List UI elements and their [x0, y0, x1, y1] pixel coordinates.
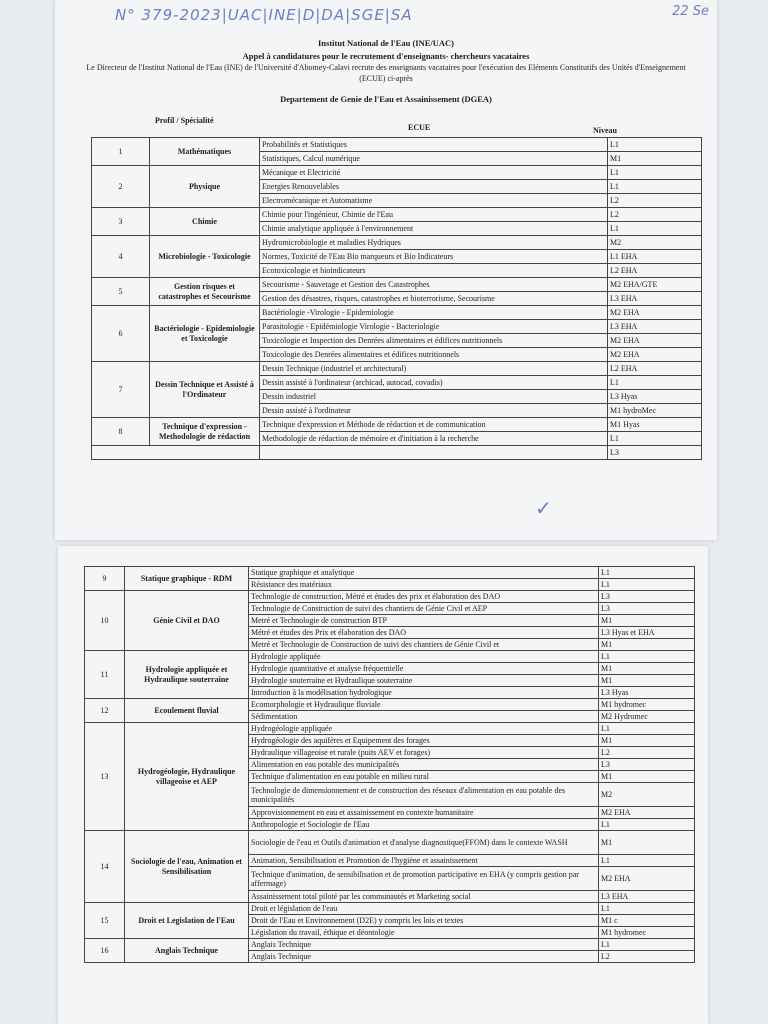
ecue-cell: Technologie de dimensionnement et de construction des réseaux d'alimentation en eau potable des municipalités	[249, 783, 599, 807]
profile-cell: Hydrogéologie, Hydraulique villageoise et AEP	[125, 723, 249, 831]
row-number: 13	[85, 723, 125, 831]
table-row	[92, 166, 702, 180]
ecue-cell: Toxicologie et Inspection des Denrées alimentaires et édifices nutritionnels	[260, 334, 608, 348]
level-cell: L1	[599, 651, 695, 663]
profile-cell: Droit et Legislation de l'Eau	[125, 903, 249, 939]
level-cell: L3 EHA	[599, 891, 695, 903]
handwritten-date-note: 22 Se	[672, 4, 709, 19]
level-cell: M1	[599, 735, 695, 747]
profile-cell: Mathématiques	[150, 138, 260, 166]
row-number: 4	[92, 236, 150, 278]
ecue-cell: Energies Renouvelables	[260, 180, 608, 194]
ecue-cell: Dessin assisté à l'ordinateur (archicad, autocad, covadis)	[260, 376, 608, 390]
ecue-cell: Dessin assisté à l'ordinateur	[260, 404, 608, 418]
document-page-2	[58, 546, 708, 1024]
table-row	[85, 939, 695, 951]
ecue-cell: Assainissement total piloté par les communautés et Marketing social	[249, 891, 599, 903]
level-cell: L1	[599, 939, 695, 951]
row-number: 1	[92, 138, 150, 166]
institute-name: Institut National de l'Eau (INE/UAC)	[317, 38, 455, 48]
ecue-cell: Résistance des matériaux	[249, 579, 599, 591]
row-number: 5	[92, 278, 150, 306]
level-cell: L1	[608, 138, 702, 152]
level-cell: L1	[599, 819, 695, 831]
profile-cell: Gestion risques et catastrophes et Secourisme	[150, 278, 260, 306]
ecue-cell: Statique graphique et analytique	[249, 567, 599, 579]
intro-paragraph: Le Directeur de l'Institut National de l'Eau (INE) de l'Université d'Abomey-Calavi recrute des enseignants vacataires pour l'exécution des Eléments Constitutifs des Unités d'Enseignement (ECUE) ci-après	[86, 63, 686, 83]
row-number: 11	[85, 651, 125, 699]
table-row	[92, 208, 702, 222]
ecue-cell: Statistiques, Calcul numérique	[260, 152, 608, 166]
level-cell: L1	[599, 579, 695, 591]
department-title: Departement de Genie de l'Eau et Assainissement (DGEA)	[280, 94, 492, 104]
ecue-cell: Technique d'animation, de sensibilisation et de promotion participative en EHA (y compris gestion par affermage)	[249, 867, 599, 891]
ecue-cell: Chimie pour l'ingénieur, Chimie de l'Eau	[260, 208, 608, 222]
profile-cell: Bactériologie - Epidemiologie et Toxicologie	[150, 306, 260, 362]
profile-cell: Statique graphique - RDM	[125, 567, 249, 591]
ecue-cell: Animation, Sensibilisation et Promotion de l'hygiène et assainissement	[249, 855, 599, 867]
level-cell: L3 Hyas	[608, 390, 702, 404]
level-cell: M2 EHA	[599, 867, 695, 891]
level-cell: L1	[608, 222, 702, 236]
ecue-cell: Hydrologie appliquée	[249, 651, 599, 663]
profile-cell: Hydrologie appliquée et Hydraulique souterraine	[125, 651, 249, 699]
empty-cell	[92, 446, 260, 460]
ecue-cell: Ecomorphologie et Hydraulique fluviale	[249, 699, 599, 711]
level-cell: M2 EHA	[608, 334, 702, 348]
level-cell: M1	[599, 771, 695, 783]
table-row	[85, 831, 695, 855]
row-number: 16	[85, 939, 125, 963]
level-cell: L1	[599, 567, 695, 579]
row-number: 7	[92, 362, 150, 418]
level-cell: L1	[599, 903, 695, 915]
table-row	[85, 723, 695, 735]
table-row	[85, 591, 695, 603]
ecue-cell: Dessin Technique (industriel et architectural)	[260, 362, 608, 376]
ecue-cell: Technique d'expression et Méthode de rédaction et de communication	[260, 418, 608, 432]
ecue-cell: Droit et législation de l'eau	[249, 903, 599, 915]
table-row	[85, 903, 695, 915]
level-cell: L3	[599, 591, 695, 603]
ecue-cell: Toxicologie des Denrées alimentaires et édifices nutritionnels	[260, 348, 608, 362]
level-cell: L2	[599, 951, 695, 963]
row-number: 9	[85, 567, 125, 591]
row-number: 8	[92, 418, 150, 446]
table-row	[92, 278, 702, 292]
level-cell: M2 EHA/GTE	[608, 278, 702, 292]
profile-cell: Technique d'expression - Methodologie de rédaction	[150, 418, 260, 446]
ecue-cell: Introduction à la modélisation hydrologique	[249, 687, 599, 699]
level-cell: L3 EHA	[608, 320, 702, 334]
table-row	[85, 651, 695, 663]
level-cell: L1	[608, 432, 702, 446]
ecue-cell: Technique d'alimentation en eau potable en milieu rural	[249, 771, 599, 783]
ecue-cell: Hydrogéologie appliquée	[249, 723, 599, 735]
level-cell: L1	[599, 723, 695, 735]
column-header-level: Niveau	[593, 126, 617, 135]
handwritten-reference: N° 379-2023|UAC|INE|D|DA|SGE|SA	[115, 6, 413, 24]
ecue-cell: Chimie analytique appliquée à l'environnement	[260, 222, 608, 236]
ecue-cell: Législation du travail, éthique et déontologie	[249, 927, 599, 939]
row-number: 2	[92, 166, 150, 208]
level-cell: L3	[599, 759, 695, 771]
row-number: 10	[85, 591, 125, 651]
row-number: 6	[92, 306, 150, 362]
level-cell: L1	[608, 166, 702, 180]
ecue-cell: Electromécanique et Automatisme	[260, 194, 608, 208]
profile-cell: Ecoulement fluvial	[125, 699, 249, 723]
profile-cell: Dessin Technique et Assisté à l'Ordinateur	[150, 362, 260, 418]
ecue-cell: Droit de l'Eau et Environnement (D2E) y compris les lois et textes	[249, 915, 599, 927]
row-number: 12	[85, 699, 125, 723]
table-row	[92, 138, 702, 152]
ecue-table-page-2	[84, 566, 695, 963]
ecue-cell: Metré et Technologie de construction BTP	[249, 615, 599, 627]
table-row	[92, 418, 702, 432]
column-header-profile: Profil / Spécialité	[155, 116, 214, 125]
level-cell: L2	[599, 747, 695, 759]
level-cell: L2	[608, 194, 702, 208]
level-cell: M1 Hyas	[608, 418, 702, 432]
ecue-cell: Technologie de construction, Métré et études des prix et élaboration des DAO	[249, 591, 599, 603]
level-cell: L1 EHA	[608, 250, 702, 264]
level-cell: M2	[599, 783, 695, 807]
table-row	[92, 236, 702, 250]
level-cell: M1	[599, 675, 695, 687]
ecue-cell: Hydrogéologie des aquifères et Equipement des forages	[249, 735, 599, 747]
level-cell: M1 hydromec	[599, 699, 695, 711]
level-cell: L3 Hyas	[599, 687, 695, 699]
ecue-cell: Mécanique et Electricité	[260, 166, 608, 180]
ecue-cell: Secourisme - Sauvetage et Gestion des Catastrophes	[260, 278, 608, 292]
document-page-1	[55, 0, 717, 540]
ecue-cell: Technologie de Construction de suivi des chantiers de Génie Civil et AEP	[249, 603, 599, 615]
level-cell: L2 EHA	[608, 362, 702, 376]
level-cell: M1	[599, 831, 695, 855]
signature-mark: ✓	[535, 496, 552, 520]
profile-cell: Sociologie de l'eau, Animation et Sensibilisation	[125, 831, 249, 903]
level-cell: L3 EHA	[608, 292, 702, 306]
ecue-cell	[260, 446, 608, 460]
level-cell: L2 EHA	[608, 264, 702, 278]
level-cell: L1	[608, 376, 702, 390]
ecue-cell: Alimentation en eau potable des municipalités	[249, 759, 599, 771]
table-row	[92, 306, 702, 320]
level-cell: L3 Hyas et EHA	[599, 627, 695, 639]
profile-cell: Microbiologie - Toxicologie	[150, 236, 260, 278]
level-cell: M1	[608, 152, 702, 166]
ecue-cell: Sociologie de l'eau et Outils d'animation et d'analyse diagnostique(FFOM) dans le contexte WASH	[249, 831, 599, 855]
level-cell: M1 hydroMec	[608, 404, 702, 418]
row-number: 15	[85, 903, 125, 939]
table-row	[92, 362, 702, 376]
table-row	[85, 699, 695, 711]
level-cell: L1	[608, 180, 702, 194]
ecue-cell: Hydrologie quantitative et analyse fréquentielle	[249, 663, 599, 675]
profile-cell: Chimie	[150, 208, 260, 236]
level-cell: L1	[599, 855, 695, 867]
ecue-cell: Sédimentation	[249, 711, 599, 723]
ecue-cell: Metré et Technologie de Construction de suivi des chantiers de Génie Civil et	[249, 639, 599, 651]
profile-cell: Génie Civil et DAO	[125, 591, 249, 651]
level-cell: M2	[608, 236, 702, 250]
table-row	[85, 567, 695, 579]
profile-cell: Anglais Technique	[125, 939, 249, 963]
row-number: 14	[85, 831, 125, 903]
level-cell: M1 hydromec	[599, 927, 695, 939]
table-row	[92, 446, 702, 460]
level-cell: M2 EHA	[599, 807, 695, 819]
ecue-cell: Dessin industriel	[260, 390, 608, 404]
level-cell: M1	[599, 639, 695, 651]
ecue-cell: Approvisionnement en eau et assainissement en contexte humanitaire	[249, 807, 599, 819]
level-cell: M2 Hydromec	[599, 711, 695, 723]
ecue-cell: Hydrologie souterraine et Hydraulique souterraine	[249, 675, 599, 687]
ecue-cell: Hydromicrobiologie et maladies Hydriques	[260, 236, 608, 250]
level-cell: L3	[599, 603, 695, 615]
ecue-cell: Probabilités et Statistiques	[260, 138, 608, 152]
ecue-cell: Métré et études des Prix et élaboration des DAO	[249, 627, 599, 639]
ecue-cell: Ecotoxicologie et bioindicateurs	[260, 264, 608, 278]
profile-cell: Physique	[150, 166, 260, 208]
level-cell: M1	[599, 663, 695, 675]
ecue-cell: Parasitologie - Epidémiologie Virologie - Bacteriologie	[260, 320, 608, 334]
level-cell: L3	[608, 446, 702, 460]
ecue-cell: Hydraulique villageoise et rurale (puits AEV et forages)	[249, 747, 599, 759]
row-number: 3	[92, 208, 150, 236]
ecue-cell: Anglais Technique	[249, 951, 599, 963]
ecue-cell: Methodologie de rédaction de mémoire et d'initiation à la recherche	[260, 432, 608, 446]
level-cell: M1	[599, 615, 695, 627]
ecue-cell: Anglais Technique	[249, 939, 599, 951]
level-cell: M1 c	[599, 915, 695, 927]
ecue-table-page-1	[91, 137, 702, 460]
document-title: Appel à candidatures pour le recrutement d'enseignants- chercheurs vacataires	[242, 51, 530, 61]
level-cell: M2 EHA	[608, 306, 702, 320]
ecue-cell: Anthropologie et Sociologie de l'Eau	[249, 819, 599, 831]
ecue-cell: Bactériologie -Virologie - Epidemiologie	[260, 306, 608, 320]
level-cell: M2 EHA	[608, 348, 702, 362]
level-cell: L2	[608, 208, 702, 222]
ecue-cell: Normes, Toxicité de l'Eau Bio marqueurs et Bio Indicateurs	[260, 250, 608, 264]
ecue-cell: Gestion des désastres, risques, catastrophes et bioterrorisme, Secourisme	[260, 292, 608, 306]
column-header-ecue: ECUE	[408, 123, 431, 132]
